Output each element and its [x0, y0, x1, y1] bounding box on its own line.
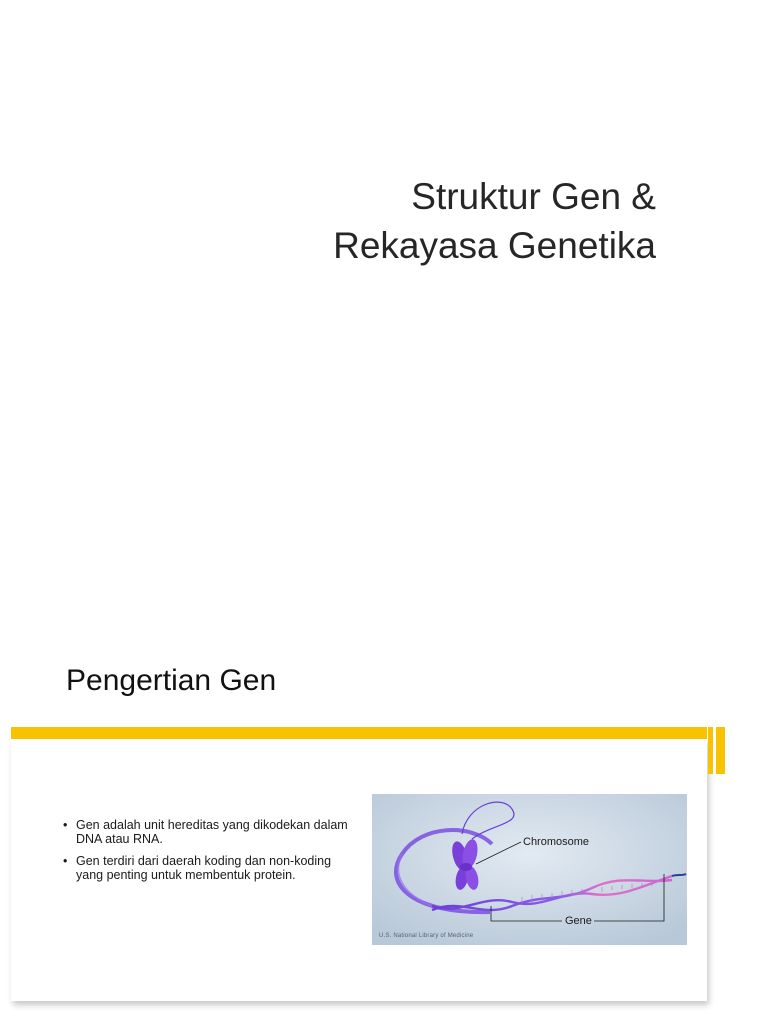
bullet-item: • Gen adalah unit hereditas yang dikodekan dalam DNA atau RNA. — [58, 818, 348, 846]
accent-bar — [11, 727, 707, 739]
bullet-item: • Gen terdiri dari daerah koding dan non-koding yang penting untuk membentuk protein. — [58, 854, 348, 882]
bullet-list — [58, 818, 348, 890]
slide-title — [156, 172, 656, 270]
title-line-1: Struktur Gen & — [411, 176, 656, 217]
section-heading: Pengertian Gen — [66, 664, 277, 697]
chromosome-label: Chromosome — [523, 836, 590, 848]
gene-label: Gene — [565, 915, 592, 927]
chromosome-gene-figure — [372, 794, 687, 945]
title-line-2: Rekayasa Genetika — [333, 225, 656, 266]
accent-bar-vertical-1 — [708, 727, 713, 774]
figure-illustration — [372, 794, 687, 945]
accent-bar-vertical-2 — [716, 727, 725, 774]
figure-credit: U.S. National Library of Medicine — [379, 933, 474, 939]
